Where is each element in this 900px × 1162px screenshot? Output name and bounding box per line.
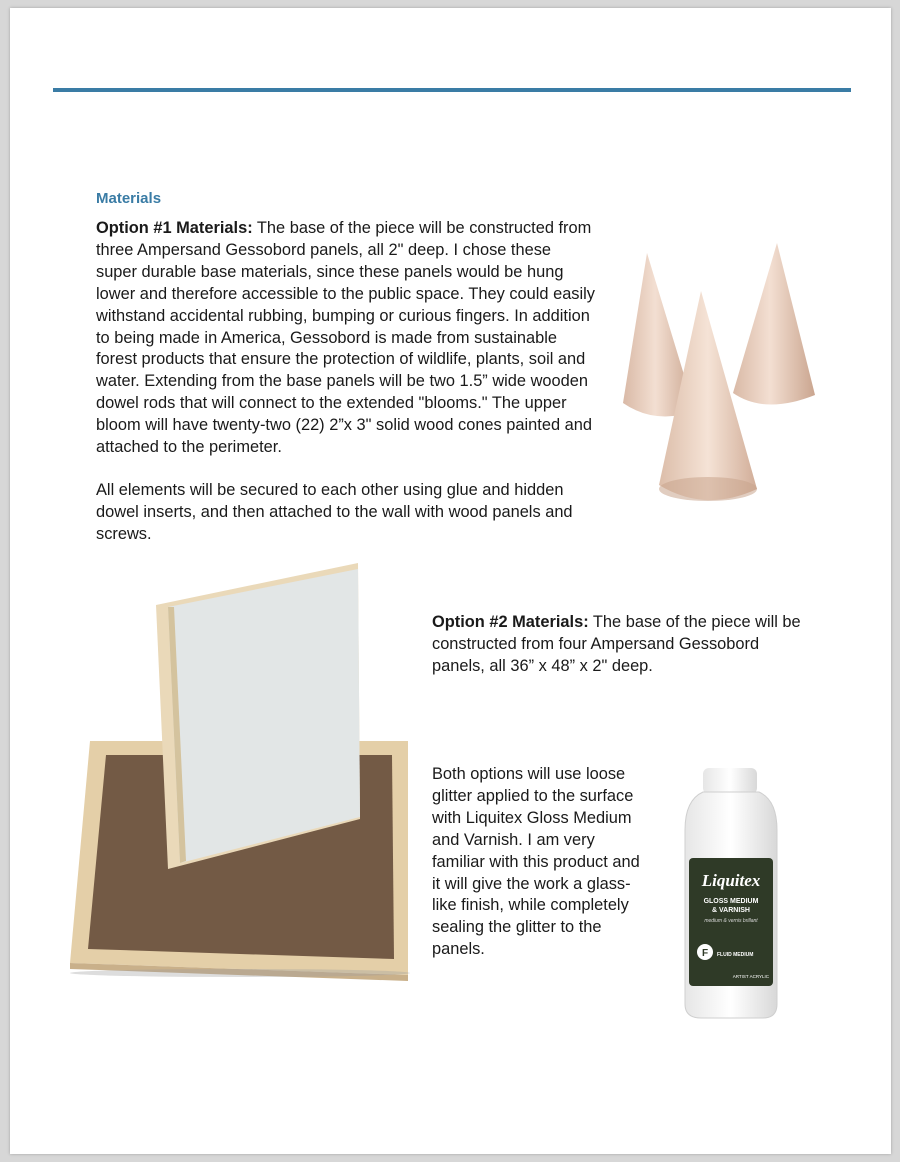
bottle-line1: GLOSS MEDIUM xyxy=(703,898,759,905)
glitter-paragraph: Both options will use loose glitter applied to the surface with Liquitex Gloss Medium and Varnish. I am very familiar with this product and it will give the work a glass-like finish, while completely sealing the glitter to the panels. xyxy=(432,765,640,959)
bottle-fluid: FLUID MEDIUM xyxy=(717,952,754,958)
header-rule xyxy=(53,88,851,92)
option1-text: The base of the piece will be constructed from three Ampersand Gessobord panels, all 2" deep. I chose these super durable base materials, since these panels would be hung lower and therefore accessible to the public space. They could easily withstand accidental rubbing, bumping or curious fingers. In addition to being made in America, Gessobord is made from sustainable forest products that ensure the protection of wildlife, plants, soil and water. Extending from the base panels will be two 1.5” wide wooden dowel rods that will connect to the extended "blooms." The upper bloom will have twenty-two (22) 2”x 3" solid wood cones painted and attached to the perimeter. xyxy=(96,219,595,457)
bottle-line2: & VARNISH xyxy=(712,907,750,914)
bottle-badge: F xyxy=(701,948,709,959)
option2-paragraph xyxy=(432,612,812,678)
bottle-brand: Liquitex xyxy=(701,871,761,890)
option2-text: The base of the piece will be constructed from four Ampersand Gessobord panels, all 36” x 48” x 2" deep. xyxy=(432,613,801,675)
bottle-cap xyxy=(703,768,757,794)
assembly-paragraph: All elements will be secured to each other using glue and hidden dowel inserts, and then attached to the wall with wood panels and screws. xyxy=(96,481,573,543)
section-heading: Materials xyxy=(96,190,162,207)
option1-paragraph xyxy=(96,218,596,459)
bottle-foot: ARTIST ACRYLIC xyxy=(732,974,769,979)
document-page xyxy=(10,8,891,1154)
standing-panel xyxy=(156,563,360,869)
bottle-subtext: medium & vernis brillant xyxy=(704,918,758,924)
option1-label: Option #1 Materials: xyxy=(96,219,253,237)
gessobord-panel-image xyxy=(60,563,420,983)
option2-label: Option #2 Materials: xyxy=(432,613,589,631)
liquitex-bottle-image xyxy=(675,766,787,1021)
cone-back-right xyxy=(733,243,815,405)
wood-cones-image xyxy=(615,233,815,513)
